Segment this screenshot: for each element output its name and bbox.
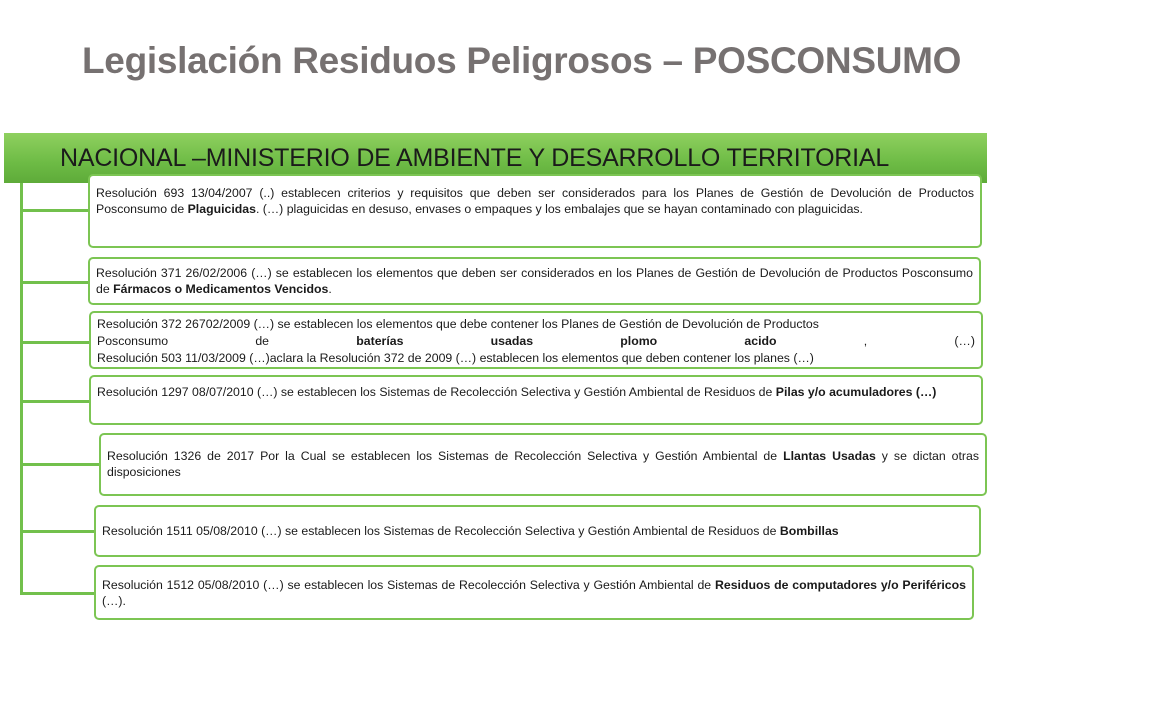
resolution-subject: plomo xyxy=(620,334,658,348)
resolution-text: . (…) plaguicidas en desuso, envases o empaques y los embalajes que se hayan contaminado con plaguicidas. xyxy=(255,202,863,216)
resolution-subject: baterías xyxy=(356,334,404,348)
resolution-item xyxy=(89,375,983,425)
tree-trunk-line xyxy=(20,183,23,595)
word: Posconsumo xyxy=(97,334,169,348)
resolution-text: Resolución 1512 05/08/2010 (…) se establecen los Sistemas de Recolección Selectiva y Gestión Ambiental de xyxy=(102,578,715,592)
resolution-subject: Llantas Usadas xyxy=(783,449,876,463)
tree-branch xyxy=(20,592,94,595)
resolution-item xyxy=(99,433,987,496)
section-header-text: NACIONAL –MINISTERIO DE AMBIENTE Y DESARROLLO TERRITORIAL xyxy=(60,144,890,172)
resolution-subject: Fármacos o Medicamentos Vencidos xyxy=(113,282,329,296)
tree-branch xyxy=(20,530,94,533)
resolution-item xyxy=(88,174,982,248)
resolution-text: Resolución 503 11/03/2009 (…)aclara la Resolución 372 de 2009 (…) establecen los elementos que deben contener los planes (…) xyxy=(97,351,814,365)
tree-branch xyxy=(20,463,100,466)
tree-branch xyxy=(20,209,88,212)
word: (…) xyxy=(954,334,975,348)
resolution-text: Resolución 1326 de 2017 Por la Cual se establecen los Sistemas de Recolección Selectiva y Gestión Ambiental de xyxy=(107,449,784,463)
word: , xyxy=(863,334,868,348)
resolution-subject: usadas xyxy=(490,334,534,348)
resolution-subject: Bombillas xyxy=(779,524,839,538)
resolution-subject: Plaguicidas xyxy=(187,202,256,216)
resolution-text: Resolución 693 13/04/2007 (..) establecen criterios y requisitos que deben ser considerados para los Planes de Gestión de Devolución de Productos Posconsumo de xyxy=(96,186,974,216)
word: de xyxy=(255,334,270,348)
resolution-text: Resolución 1297 08/07/2010 (…) se establecen los Sistemas de Recolección Selectiva y Gestión Ambiental de Residuos de xyxy=(97,385,776,399)
tree-branch xyxy=(20,400,90,403)
resolution-subject: Residuos de computadores y/o Periféricos xyxy=(714,578,966,592)
resolution-item xyxy=(89,311,983,369)
resolution-subject: acido xyxy=(744,334,777,348)
resolution-text: y se dictan otras disposiciones xyxy=(107,449,979,479)
resolution-text: Resolución 372 26702/2009 (…) se establecen los elementos que debe contener los Planes de Gestión de Devolución de Productos xyxy=(97,317,819,331)
resolution-text: Resolución 1511 05/08/2010 (…) se establecen los Sistemas de Recolección Selectiva y Gestión Ambiental de Residuos de xyxy=(102,524,780,538)
page-title: Legislación Residuos Peligrosos – POSCONSUMO xyxy=(82,40,962,81)
resolution-item xyxy=(94,505,981,557)
resolution-item xyxy=(88,257,981,305)
resolution-item xyxy=(94,565,974,620)
resolution-text: Resolución 371 26/02/2006 (…) se establecen los elementos que deben ser considerados en los Planes de Gestión de Devolución de Productos Posconsumo de xyxy=(96,266,973,296)
resolution-text: (…). xyxy=(102,594,126,608)
resolution-text: . xyxy=(328,282,332,296)
tree-branch xyxy=(20,281,88,284)
resolution-subject: Pilas y/o acumuladores (…) xyxy=(775,385,937,399)
resolution-text-line xyxy=(97,333,975,350)
tree-branch xyxy=(20,341,90,344)
